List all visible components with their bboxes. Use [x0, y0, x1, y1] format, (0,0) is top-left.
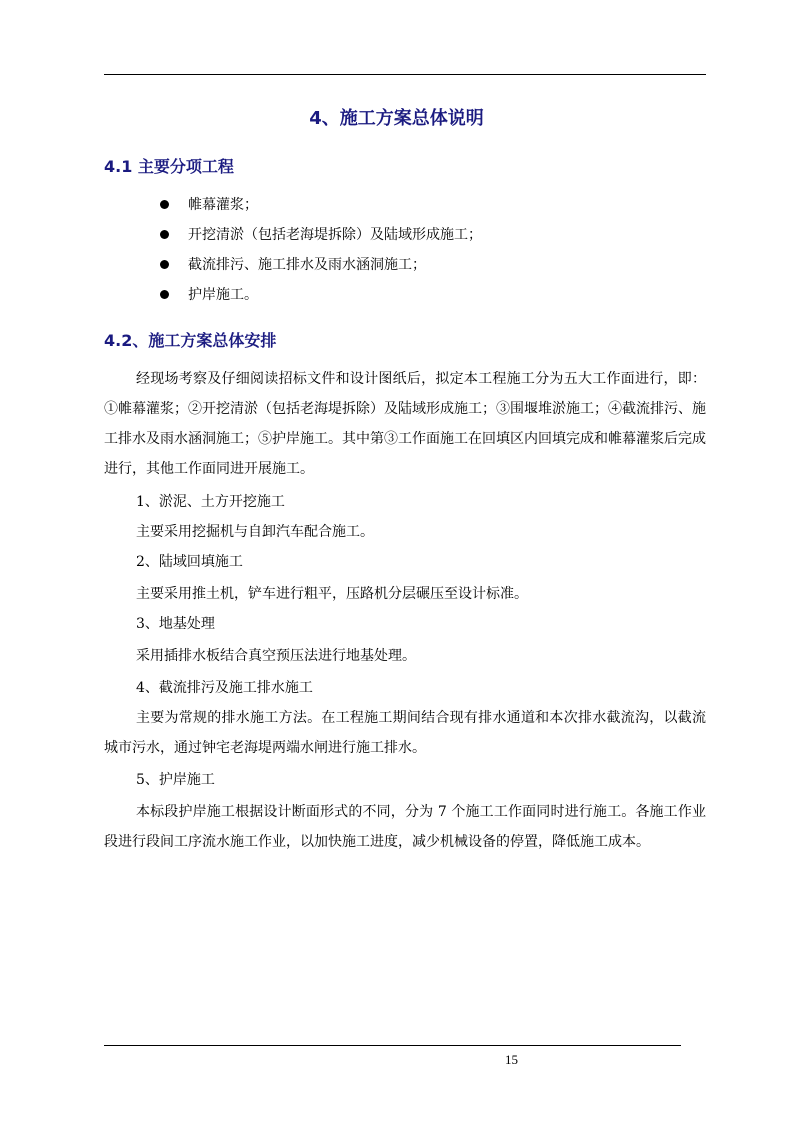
- page-title: 4、施工方案总体说明: [309, 108, 484, 129]
- list-item-text: 开挖清淤（包括老海堤拆除）及陆域形成施工；: [188, 227, 482, 243]
- item-text-4: 主要为常规的排水施工方法。在工程施工期间结合现有排水通道和本次排水截流沟，以截流城市污水，通过钟宅老海堤两端水闸进行施工排水。: [104, 710, 706, 756]
- list-item: [160, 220, 482, 250]
- footer-rule: [104, 1045, 681, 1046]
- bullet-list: [160, 190, 482, 310]
- intro-paragraph: 经现场考察及仔细阅读招标文件和设计图纸后，拟定本工程施工分为五大工作面进行，即：①帷幕灌浆；②开挖清淤（包括老海堤拆除）及陆域形成施工；③围堰堆淤施工；④截流排污、施工排水及雨水涵洞施工；⑤护岸施工。其中第③工作面施工在回填区内回填完成和帷幕灌浆后完成进行，其他工作面同进开展施工。: [104, 371, 706, 477]
- list-item-text: 护岸施工。: [188, 287, 258, 303]
- list-item: [160, 190, 482, 220]
- list-item: [160, 280, 482, 310]
- header-rule: [104, 74, 706, 75]
- item-heading-4: 4、截流排污及施工排水施工: [136, 680, 313, 696]
- item-text-1: 主要采用挖掘机与自卸汽车配合施工。: [136, 524, 374, 540]
- section-heading-4-1: 4.1 主要分项工程: [104, 157, 234, 176]
- item-text-2: 主要采用推土机，铲车进行粗平，压路机分层碾压至设计标准。: [136, 586, 528, 602]
- item-text-3: 采用插排水板结合真空预压法进行地基处理。: [136, 648, 416, 664]
- section-heading-4-2: 4.2、施工方案总体安排: [104, 331, 277, 350]
- bullet-dot-icon: [160, 230, 169, 239]
- list-item-text: 截流排污、施工排水及雨水涵洞施工；: [188, 257, 426, 273]
- page-number: 15: [505, 1052, 518, 1067]
- list-item-text: 帷幕灌浆；: [188, 197, 258, 213]
- item-heading-3: 3、地基处理: [136, 616, 215, 632]
- item-heading-2: 2、陆域回填施工: [136, 554, 243, 570]
- bullet-dot-icon: [160, 200, 169, 209]
- list-item: [160, 250, 482, 280]
- bullet-dot-icon: [160, 260, 169, 269]
- item-text-5: 本标段护岸施工根据设计断面形式的不同，分为 7 个施工工作面同时进行施工。各施工作业段进行段间工序流水施工作业，以加快施工进度，减少机械设备的停置，降低施工成本。: [104, 804, 706, 850]
- item-heading-1: 1、淤泥、土方开挖施工: [136, 494, 285, 510]
- bullet-dot-icon: [160, 290, 169, 299]
- item-heading-5: 5、护岸施工: [136, 772, 215, 788]
